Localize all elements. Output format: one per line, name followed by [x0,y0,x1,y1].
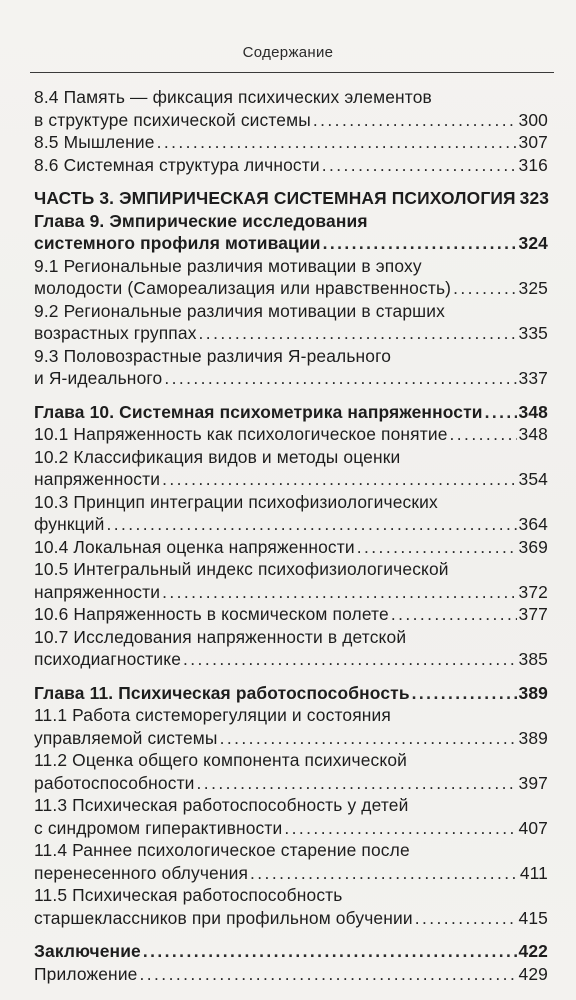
dot-leader [162,581,516,604]
toc-entry-title-line: 10.3 Принцип интеграции психофизиологических [34,491,438,512]
toc-entry-page-number: 354 [518,469,548,489]
toc-entry-title-line: 10.4 Локальная оценка напряженности [34,536,355,557]
toc-entry-last-line [34,581,548,604]
toc-entry-last-line [34,682,548,705]
toc-entry[interactable] [34,558,548,603]
toc-entry-title-line: с синдромом гиперактивности [34,817,283,838]
toc-entry[interactable] [34,401,548,424]
toc-entry-title-line: 11.2 Оценка общего компонента психической [34,750,408,770]
toc-entry[interactable] [34,626,548,671]
toc-entry-last-line [34,277,548,300]
toc-entry-page-number: 325 [518,278,548,298]
dot-leader [199,322,517,345]
toc-entry[interactable] [34,603,548,626]
toc-entry-last-line [34,536,548,559]
toc-entry[interactable] [34,255,548,300]
section-gap [34,176,548,187]
toc-entry-last-line [34,603,548,626]
section-gap [34,390,548,401]
section-gap [34,929,548,940]
dot-leader [322,154,517,177]
toc-entry-title-line: Приложение [34,963,138,984]
header-rule [30,72,554,73]
dot-leader [157,131,517,154]
toc-entry-page-number: 389 [518,727,548,748]
toc-entry[interactable] [34,963,548,986]
toc-entry-last-line [34,187,548,210]
toc-entry[interactable] [34,491,548,536]
toc-entry-title-line: напряженности [34,581,161,602]
toc-entry[interactable] [34,131,548,154]
toc-entry-title-line: ЧАСТЬ 3. ЭМПИРИЧЕСКАЯ СИСТЕМНАЯ ПСИХОЛОГИЯ [34,188,516,208]
dot-leader [391,603,517,626]
dot-leader [412,682,517,705]
dot-leader [284,817,516,840]
toc-entry-title-line: системного профиля мотивации [34,233,321,253]
toc-entry-page-number: 323 [519,188,550,208]
toc-entry[interactable] [34,884,548,929]
toc-entry-last-line [34,648,548,671]
toc-entry-title-line: управляемой системы [34,727,218,748]
toc-entry-title-line: 10.1 Напряженность как психологическое понятие [34,424,448,444]
toc-entry-page-number: 348 [518,424,548,444]
toc-entry-title-line: 8.6 Системная структура личности [34,154,320,175]
toc-entry[interactable] [34,704,548,749]
toc-entry-page-number: 429 [518,963,548,984]
toc-entry-page-number: 411 [519,862,548,883]
toc-entry-title-line: работоспособности [34,772,195,793]
toc-entry[interactable] [34,940,548,963]
toc-entry-title-line: 8.4 Память — фиксация психических элементов [34,87,432,107]
toc-entry-last-line [34,963,548,986]
toc-entry-last-line [34,940,548,963]
toc-entry-last-line [34,154,548,177]
toc-entry-title-line: 9.3 Половозрастные различия Я-реального [34,345,392,366]
table-of-contents [34,86,548,985]
dot-leader [164,367,516,390]
dot-leader [415,907,517,930]
toc-entry-last-line [34,109,548,132]
toc-entry-last-line [34,423,548,446]
toc-entry-title-line: Заключение [34,941,141,961]
dot-leader [323,232,517,255]
toc-entry-page-number: 348 [518,401,548,422]
dot-leader [143,940,517,963]
toc-entry-last-line [34,772,548,795]
toc-entry-page-number: 364 [518,514,548,534]
toc-entry-page-number: 324 [518,233,548,253]
toc-entry-page-number: 316 [518,154,548,175]
toc-entry-title-line: 9.2 Региональные различия мотивации в старших [34,300,445,321]
toc-entry-last-line [34,322,548,345]
toc-entry[interactable] [34,423,548,446]
dot-leader [183,648,517,671]
toc-entry-title-line: старшеклассников при профильном обучении [34,907,413,928]
toc-entry[interactable] [34,300,548,345]
toc-entry-page-number: 307 [518,132,548,152]
toc-entry-title-line: молодости (Самореализация или нравственность) [34,278,452,298]
toc-entry-last-line [34,401,548,424]
toc-entry-title-line: Глава 10. Системная психометрика напряженности [34,401,483,422]
toc-entry-page-number: 300 [518,109,548,130]
toc-entry-title-line: 11.5 Психическая работоспособность [34,885,343,905]
toc-entry-title-line: 11.4 Раннее психологическое старение после [34,840,410,860]
toc-entry[interactable] [34,210,548,255]
toc-entry[interactable] [34,839,548,884]
toc-entry-page-number: 337 [518,368,548,388]
toc-entry-title-line: Глава 9. Эмпирические исследования [34,210,368,231]
dot-leader [485,401,517,424]
running-head: Содержание [242,44,334,61]
toc-entry-last-line [34,232,548,255]
dot-leader [250,862,518,885]
dot-leader [220,727,517,750]
toc-entry-last-line [34,817,548,840]
toc-entry-title-line: психодиагностике [34,649,182,669]
toc-entry[interactable] [34,187,548,210]
toc-entry[interactable] [34,682,548,705]
toc-entry-title-line: 8.5 Мышление [34,132,155,152]
dot-leader [197,772,517,795]
toc-entry-title-line: 10.7 Исследования напряженности в детской [34,626,407,647]
dot-leader [450,423,517,446]
toc-entry-title-line: 10.6 Напряженность в космическом полете [34,604,389,624]
toc-entry-last-line [34,862,548,885]
toc-entry-last-line [34,907,548,930]
toc-entry[interactable] [34,446,548,491]
toc-entry-page-number: 422 [518,941,548,961]
toc-entry-page-number: 385 [518,649,548,669]
toc-entry-page-number: 415 [518,907,548,928]
dot-leader [357,536,517,559]
toc-entry[interactable] [34,86,548,131]
toc-entry-title-line: возрастных группах [34,323,197,343]
toc-entry-last-line [34,513,548,536]
section-gap [34,671,548,682]
toc-entry[interactable] [34,154,548,177]
toc-entry-page-number: 407 [518,817,548,838]
toc-entry[interactable] [34,345,548,390]
toc-entry-page-number: 335 [518,323,548,343]
toc-entry-title-line: 10.2 Классификация видов и методы оценки [34,446,401,467]
toc-entry-last-line [34,468,548,491]
toc-entry-title-line: перенесенного облучения [34,862,249,883]
dot-leader [106,513,516,536]
toc-entry-title-line: 9.1 Региональные различия мотивации в эпоху [34,255,422,276]
toc-entry-title-line: Глава 11. Психическая работоспособность [34,682,410,703]
toc-entry-title-line: 11.1 Работа системорегуляции и состояния [34,705,391,725]
toc-entry-page-number: 377 [518,604,548,624]
toc-entry-title-line: и Я-идеального [34,368,163,388]
dot-leader [453,277,516,300]
toc-entry-title-line: 11.3 Психическая работоспособность у детей [34,795,409,815]
toc-entry-page-number: 397 [518,772,548,793]
toc-entry[interactable] [34,536,548,559]
dot-leader [140,963,517,986]
toc-entry[interactable] [34,749,548,794]
toc-entry-page-number: 372 [518,581,548,602]
toc-entry-last-line [34,131,548,154]
dot-leader [313,109,517,132]
toc-entry-page-number: 369 [518,536,548,557]
toc-entry-title-line: напряженности [34,469,161,489]
toc-entry[interactable] [34,794,548,839]
toc-entry-last-line [34,727,548,750]
toc-entry-page-number: 389 [518,682,548,703]
dot-leader [162,468,516,491]
toc-entry-title-line: 10.5 Интегральный индекс психофизиологической [34,559,449,579]
toc-entry-last-line [34,367,548,390]
toc-entry-title-line: функций [34,514,105,534]
toc-entry-title-line: в структуре психической системы [34,109,311,130]
